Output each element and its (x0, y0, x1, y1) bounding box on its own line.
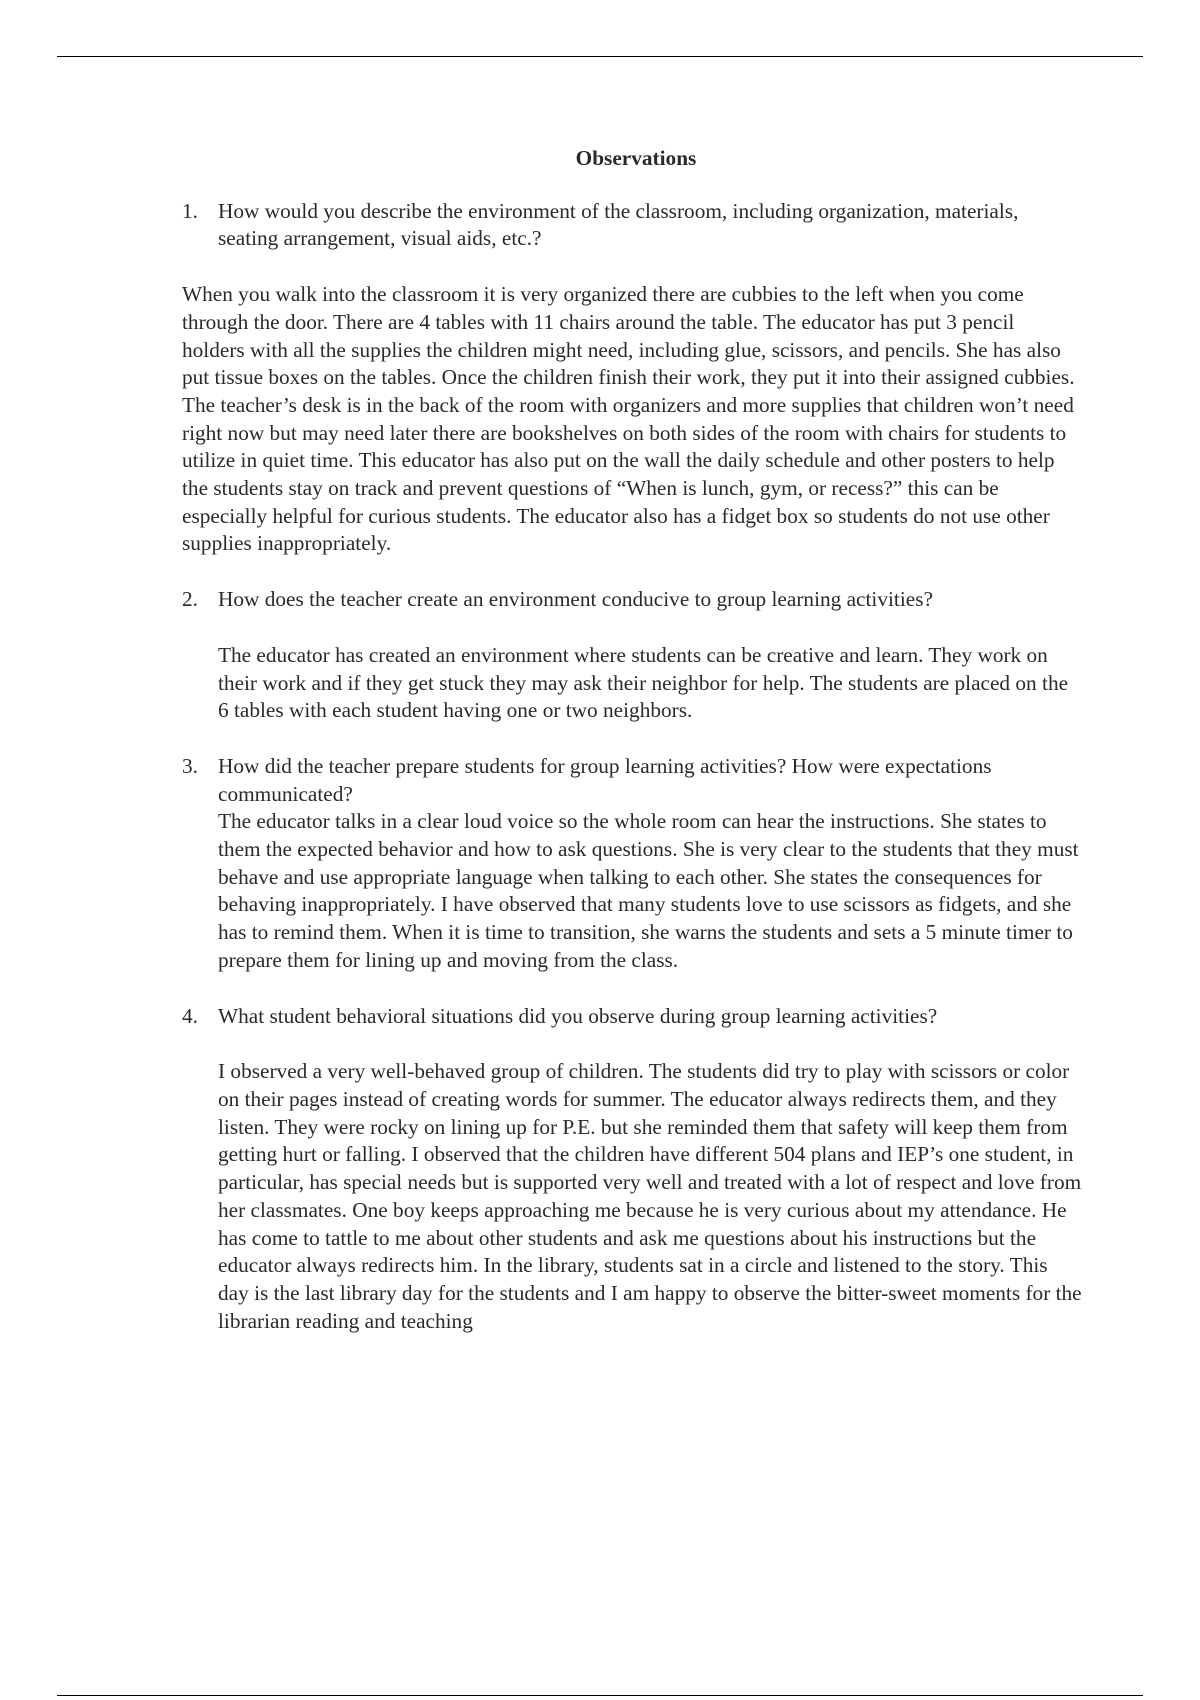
question-1 (182, 198, 1082, 253)
question-number: 2. (182, 587, 198, 612)
answer-2: The educator has created an environment where students can be creative and learn. They work on their work and if they get stuck they may ask their neighbor for help. The students are placed on the 6 tables with each student having one or two neighbors. (218, 642, 1069, 723)
document-body (182, 145, 1082, 1335)
header-rule (57, 56, 1143, 57)
question-text: What student behavioral situations did you observe during group learning activities? (218, 1003, 938, 1028)
question-text: How did the teacher prepare students for group learning activities? How were expectations communicated? (218, 753, 992, 806)
footer-rule (57, 1695, 1143, 1696)
answer-1: When you walk into the classroom it is very organized there are cubbies to the left when you come through the door. There are 4 tables with 11 chairs around the table. The educator has put 3 pencil holders with all the supplies the children might need, including glue, scissors, and pencils. She has also put tissue boxes on the tables. Once the children finish their work, they put it into their assigned cubbies. The teacher’s desk is in the back of the room with organizers and more supplies that children won’t need right now but may need later there are bookshelves on both sides of the room with chairs for students to utilize in quiet time. This educator has also put on the wall the daily schedule and other posters to help the students stay on track and prevent questions of “When is lunch, gym, or recess?” this can be especially helpful for curious students. The educator also has a fidget box so students do not use other supplies inappropriately. (182, 282, 1075, 556)
question-2 (182, 586, 1082, 614)
answer-3: The educator talks in a clear loud voice so the whole room can hear the instructions. She states to them the expected behavior and how to ask questions. She is very clear to the students that they must behave and use appropriate language when talking to each other. She states the consequences for behaving inappropriately. I have observed that many students love to use scissors as fidgets, and she has to remind them. When it is time to transition, she warns the students and sets a 5 minute timer to prepare them for lining up and moving from the class. (218, 809, 1079, 972)
question-text: How would you describe the environment of the classroom, including organization, materials, seating arrangement, visual aids, etc.? (218, 198, 1019, 251)
question-text: How does the teacher create an environment conducive to group learning activities? (218, 587, 933, 612)
question-number: 1. (182, 198, 198, 223)
question-3 (182, 753, 1082, 808)
page-title: Observations (575, 146, 697, 170)
question-number: 4. (182, 1003, 198, 1028)
question-4 (182, 1003, 1082, 1031)
answer-4: I observed a very well-behaved group of children. The students did try to play with scissors or color on their pages instead of creating words for summer. The educator always redirects them, and they listen. They were rocky on lining up for P.E. but she reminded them that safety will keep them from getting hurt or falling. I observed that the children have different 504 plans and IEP’s one student, in particular, has special needs but is supported very well and treated with a lot of respect and love from her classmates. One boy keeps approaching me because he is very curious about my attendance. He has come to tattle to me about other students and ask me questions about his instructions but the educator always redirects him. In the library, students sat in a circle and listened to the story. This day is the last library day for the students and I am happy to observe the bitter-sweet moments for the librarian reading and teaching (218, 1059, 1082, 1333)
question-number: 3. (182, 753, 198, 778)
